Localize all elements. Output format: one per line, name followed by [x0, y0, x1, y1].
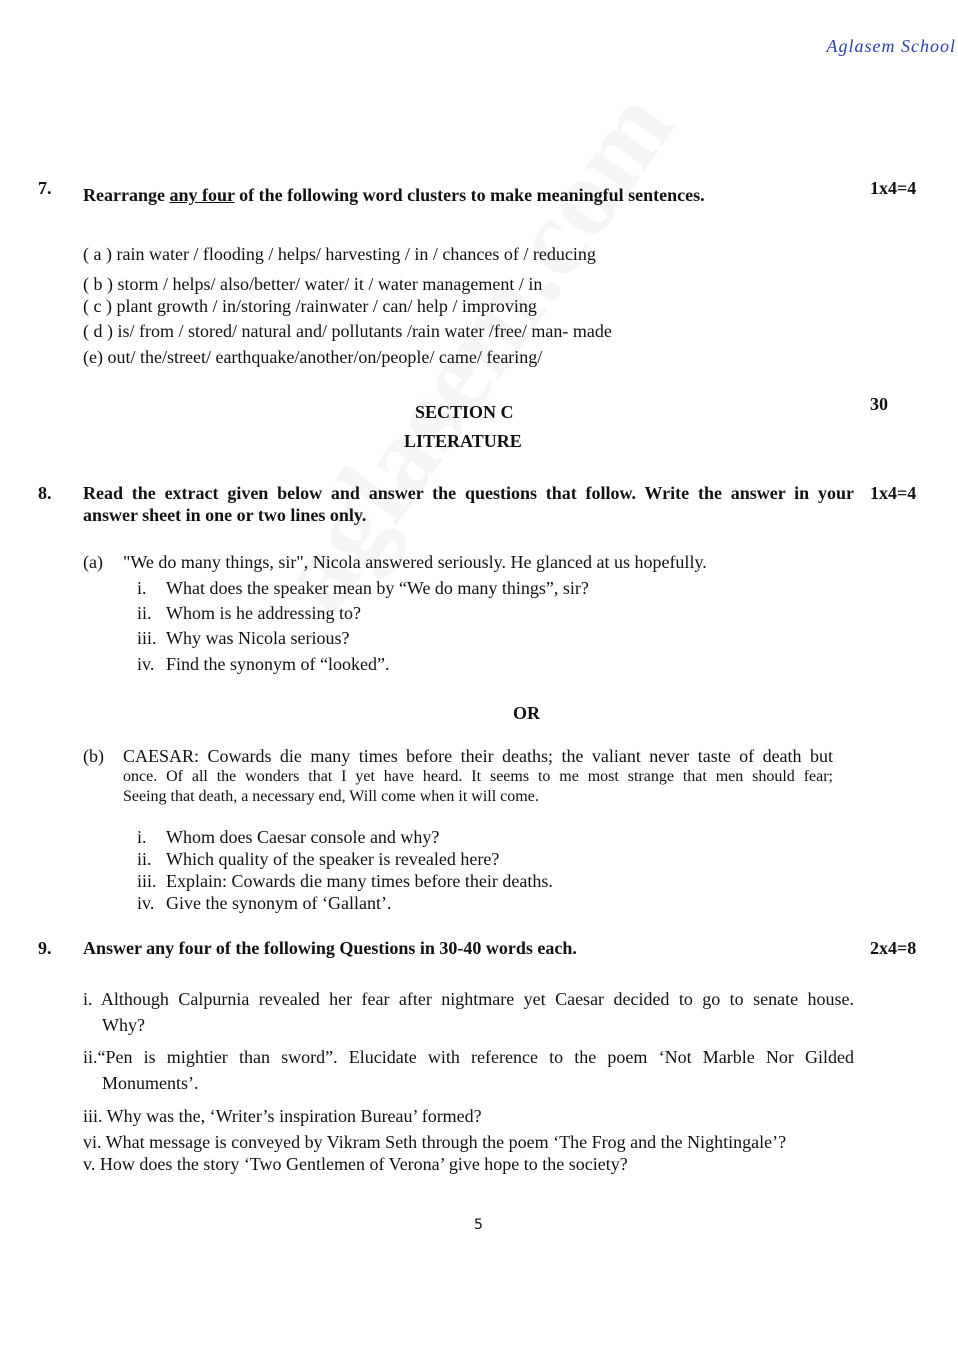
section-marks: 30 — [870, 394, 888, 414]
q7-instruction — [83, 184, 705, 206]
q7-item: ( c ) plant growth / in/storing /rainwater / can/ help / improving — [83, 296, 537, 316]
q8-a-q-num: i. — [137, 578, 147, 598]
q8-a-label: (a) — [83, 552, 103, 572]
q8-a-q-text: Find the synonym of “looked”. — [166, 654, 390, 674]
q7-number: 7. — [38, 178, 52, 198]
q8-marks: 1x4=4 — [870, 483, 917, 503]
q8-line1: Read the extract given below and answer the questions that follow. Write the answer in your — [83, 483, 854, 503]
q7-prefix: Rearrange — [83, 185, 170, 205]
q8-b-q-num: ii. — [137, 849, 152, 869]
section-subtitle: LITERATURE — [404, 431, 522, 451]
q8-b-q-num: iv. — [137, 893, 155, 913]
q9-item: v. How does the story ‘Two Gentlemen of Verona’ give hope to the society? — [83, 1154, 628, 1174]
q9-item: i. Although Calpurnia revealed her fear after nightmare yet Caesar decided to go to senate house. — [83, 989, 854, 1009]
q7-suffix: of the following word clusters to make meaningful sentences. — [234, 185, 705, 205]
or-label: OR — [513, 703, 540, 723]
q8-a-q-num: iv. — [137, 654, 155, 674]
q9-marks: 2x4=8 — [870, 938, 917, 958]
q9-item: iii. Why was the, ‘Writer’s inspiration Bureau’ formed? — [83, 1106, 482, 1126]
q8-b-q-num: i. — [137, 827, 147, 847]
q8-b-q-text: Which quality of the speaker is revealed here? — [166, 849, 500, 869]
q8-b-q-num: iii. — [137, 871, 157, 891]
q8-a-q-num: iii. — [137, 628, 157, 648]
q7-marks: 1x4=4 — [870, 178, 917, 198]
q7-underlined: any four — [169, 185, 235, 205]
q8-a-q-text: What does the speaker mean by “We do many things”, sir? — [166, 578, 589, 598]
section-title: SECTION C — [415, 402, 514, 422]
q8-a-q-num: ii. — [137, 603, 152, 623]
q8-line2: answer sheet in one or two lines only. — [83, 505, 367, 525]
q7-item: (e) out/ the/street/ earthquake/another/on/people/ came/ fearing/ — [83, 347, 543, 367]
page-number: 5 — [474, 1217, 483, 1233]
q9-title: Answer any four of the following Questions in 30-40 words each. — [83, 938, 577, 958]
q8-a-q-text: Whom is he addressing to? — [166, 603, 361, 623]
q8-b-line: CAESAR: Cowards die many times before their deaths; the valiant never taste of death but — [123, 746, 833, 766]
q7-item: ( b ) storm / helps/ also/better/ water/ it / water management / in — [83, 274, 543, 294]
q9-item-cont: Why? — [102, 1015, 145, 1035]
q8-a-q-text: Why was Nicola serious? — [166, 628, 350, 648]
q8-b-q-text: Give the synonym of ‘Gallant’. — [166, 893, 392, 913]
q8-b-q-text: Whom does Caesar console and why? — [166, 827, 440, 847]
q7-item: ( a ) rain water / flooding / helps/ harvesting / in / chances of / reducing — [83, 244, 596, 264]
q8-number: 8. — [38, 483, 52, 503]
q9-item: vi. What message is conveyed by Vikram Seth through the poem ‘The Frog and the Nightingale’? — [83, 1132, 787, 1152]
q8-b-label: (b) — [83, 746, 104, 766]
header-brand: Aglasem School — [826, 36, 956, 56]
q8-b-q-text: Explain: Cowards die many times before their deaths. — [166, 871, 553, 891]
q9-number: 9. — [38, 938, 52, 958]
q8-b-line: once. Of all the wonders that I yet have heard. It seems to me most strange that men should fear; — [123, 768, 833, 785]
q8-b-line: Seeing that death, a necessary end, Will come when it will come. — [123, 788, 539, 805]
q7-item: ( d ) is/ from / stored/ natural and/ pollutants /rain water /free/ man- made — [83, 321, 612, 341]
q9-item-cont: Monuments’. — [102, 1073, 199, 1093]
q9-item: ii.“Pen is mightier than sword”. Elucidate with reference to the poem ‘Not Marble Nor Gilded — [83, 1047, 854, 1067]
q8-a-text: "We do many things, sir", Nicola answered seriously. He glanced at us hopefully. — [123, 552, 707, 572]
